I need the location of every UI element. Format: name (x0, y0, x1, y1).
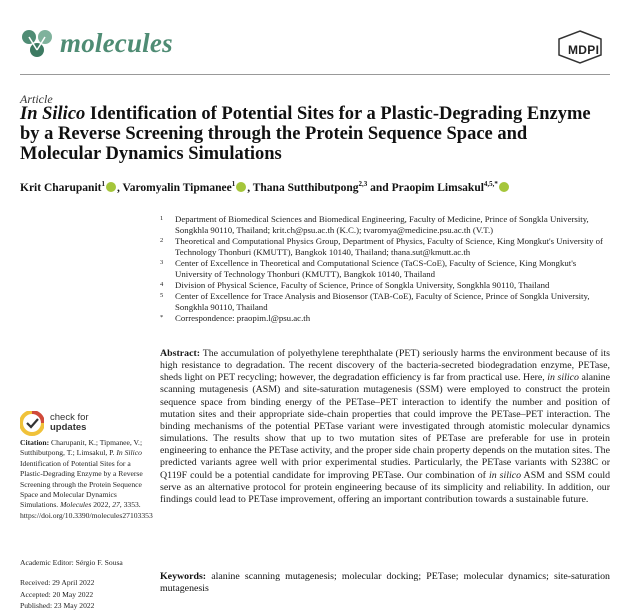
author-affil-sup: 2,3 (358, 180, 368, 188)
citation-label: Citation: (20, 438, 50, 447)
citation-italic: 27 (112, 500, 120, 510)
abstract-label: Abstract: (160, 348, 201, 359)
author-separator: , (247, 181, 253, 194)
title-rest: Identification of Potential Sites for a Plastic-Degrading Enzyme by a Reverse Screening through the Protein Sequence Space and Molecular Dynamics Simulations (20, 104, 591, 164)
affiliation-item (160, 280, 610, 291)
citation-italic: In Silico (116, 448, 142, 458)
abstract-text: ASM and SSM could serve as an alternative protocol for protein engineering because of its simplicity and reliability. In addition, our findings could lead to PETase improvement, offering an important contribution towards a sustainable future. (160, 469, 611, 505)
orcid-icon[interactable] (106, 182, 116, 192)
citation-doi-link[interactable]: , 3353. https://doi.org/10.3390/molecules27103353 (20, 500, 153, 520)
affiliation-number: 4 (160, 281, 164, 288)
journal-header (20, 22, 610, 68)
author-affil-sup: 1 (231, 180, 236, 188)
journal-logo-icon (20, 28, 56, 58)
affiliation-text: Center of Excellence in Theoretical and Computational Science (TaCS-CoE), Faculty of Science, King Mongkut's University of Technology Thonburi (KMUTT), Bangkok 10140, Thailand (175, 258, 577, 279)
affiliation-text: Division of Physical Science, Faculty of Science, Prince of Songkla University, Songkhla 90110, Thailand (175, 280, 550, 290)
affiliation-item (160, 214, 610, 236)
affiliation-text: Theoretical and Computational Physics Group, Department of Physics, Faculty of Science, King Mongkut's University of Technology Thonburi (KMUTT), Bangkok 10140, Thailand; thana.sut@kmutt.ac.th (175, 236, 603, 257)
header-divider (20, 74, 610, 75)
article-type: Article (20, 92, 53, 106)
correspondence-item (160, 313, 610, 324)
author-name[interactable]: Krit Charupanit (20, 181, 102, 194)
abstract (160, 348, 610, 506)
affiliation-number: 3 (160, 259, 164, 266)
check-updates-icon (20, 411, 44, 437)
abstract-italic: in silico (488, 469, 522, 481)
abstract-text: alanine scanning mutagenesis (ASM) and site-saturation mutagenesis (SSM) were employed to construct the protein sequence space from binding energy of the PETase–PET interaction to identify the number and position of mutation sites and their appropriate side-chain properties that could improve the PETase–PET interaction. The binding mechanisms of the potential PETase variant were investigated through atomistic molecular dynamics simulations. The results show that up to two mutation sites of PETase are preferable for use in protein engineering to enhance the PETase activity, and the proper side chain property depends on the mutation sites. The predicted variants agree well with prior experimental studies. Particularly, the PETase variants with S238C or Q119F could be a potential candidate for improving PETase. Our combination of (160, 372, 610, 481)
affiliation-text: Department of Biomedical Sciences and Biomedical Engineering, Faculty of Medicine, Prince of Songkla University, Songkhla 90110, Thailand; krit.ch@psu.ac.th (K.C.); tvaromya@medicine.psu.ac.th (V.T.) (175, 214, 589, 235)
affiliation-item (160, 236, 610, 258)
affiliation-item (160, 291, 610, 313)
orcid-icon[interactable] (499, 182, 509, 192)
publication-dates (20, 577, 94, 612)
affiliation-number: 5 (160, 292, 164, 299)
article-title (20, 104, 610, 164)
date-received: Received: 29 April 2022 (20, 578, 95, 587)
citation-block (20, 438, 153, 521)
author-affil-sup: 4,5,* (483, 180, 498, 188)
journal-name: molecules (60, 28, 173, 58)
academic-editor: Academic Editor: Sérgio F. Sousa (20, 558, 123, 567)
author-separator: , (116, 181, 123, 194)
citation-text: Identification of Potential Sites for a Plastic-Degrading Enzyme by a Reverse Screening through the Protein Sequence Space and Molecular Dynamics Simulations. (20, 458, 143, 510)
abstract-text: The accumulation of polyethylene terephthalate (PET) seriously harms the environment because of its high resistance to degradation. The recent discovery of the bacteria-secreted biodegradation enzyme, PETase, sheds light on PET recycling; however, the degradation efficiency is far from practical use. Here, (160, 348, 610, 384)
affiliation-text: Center of Excellence for Trace Analysis and Biosensor (TAB-CoE), Faculty of Science, Prince of Songkla University, Songkhla 90110, Thailand (175, 291, 590, 312)
author-name[interactable]: Thana Sutthibutpong (252, 181, 359, 194)
citation-text: Charupanit, K.; Tipmanee, V.; Sutthibutpong, T.; Limsakul, P. (20, 438, 143, 458)
citation-italic: Molecules (60, 500, 92, 510)
check-updates-label (50, 413, 89, 433)
title-italic-part: In Silico (20, 104, 86, 124)
author-separator: and (367, 181, 392, 194)
affiliation-number: 1 (160, 215, 164, 222)
abstract-italic: in silico (547, 372, 579, 384)
author-name[interactable]: Varomyalin Tipmanee (122, 181, 232, 194)
keywords-text: alanine scanning mutagenesis; molecular docking; PETase; molecular dynamics; site-saturation mutagenesis (160, 571, 610, 595)
affiliation-number: * (160, 314, 164, 321)
check-updates-line2: updates (50, 422, 87, 433)
citation-text: 2022, (91, 500, 113, 510)
author-affil-sup: 1 (101, 180, 105, 188)
check-updates-line1: check for (50, 412, 89, 423)
correspondence-text[interactable]: Correspondence: praopim.l@psu.ac.th (175, 313, 311, 323)
publisher-logo (556, 30, 604, 64)
publisher-name: MDPI (568, 43, 600, 57)
affiliation-number: 2 (160, 237, 164, 244)
date-accepted: Accepted: 20 May 2022 (20, 589, 94, 599)
author-list (20, 180, 610, 194)
date-published: Published: 23 May 2022 (20, 601, 95, 610)
affiliation-list (160, 214, 610, 324)
check-for-updates-button[interactable] (20, 411, 120, 437)
keywords-label: Keywords: (160, 571, 207, 582)
keywords (160, 571, 610, 595)
author-name[interactable]: Praopim Limsakul (391, 181, 484, 194)
affiliation-item (160, 258, 610, 280)
orcid-icon[interactable] (236, 182, 246, 192)
